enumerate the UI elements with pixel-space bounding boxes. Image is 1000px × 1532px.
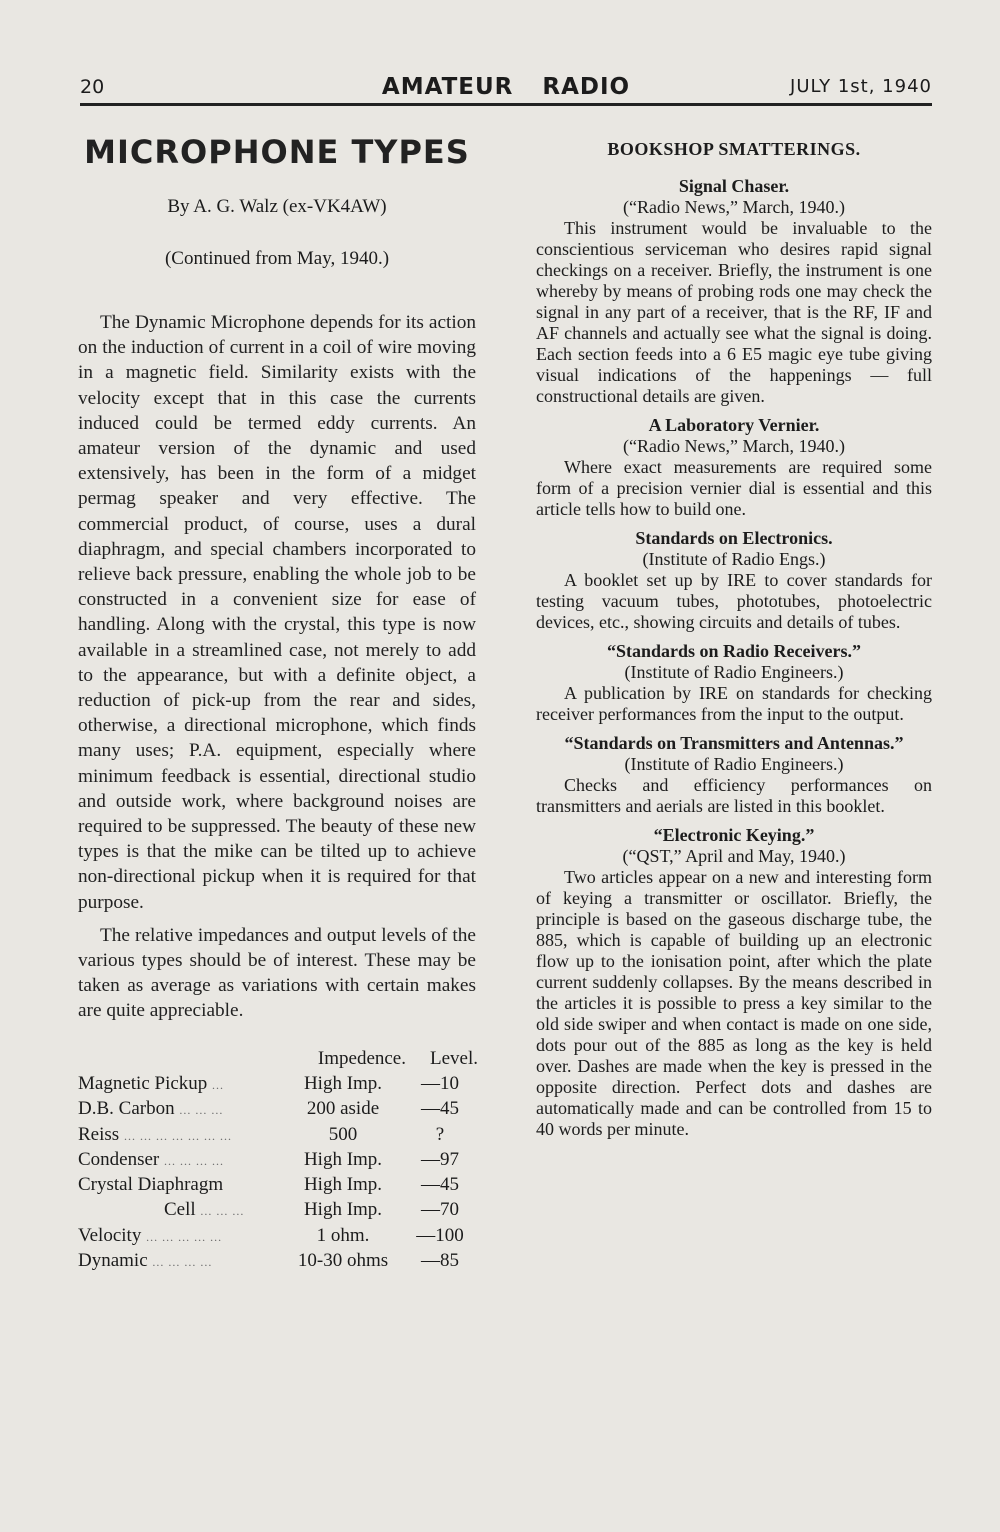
bookshop-column <box>536 138 932 1148</box>
book-title: Signal Chaser. <box>678 176 790 196</box>
row-level: —97 <box>421 1148 459 1170</box>
row-impedence: 1 ohm. <box>316 1224 370 1246</box>
table-row <box>78 1147 476 1172</box>
book-title: “Standards on Radio Receivers.” <box>606 641 861 661</box>
continued-note: (Continued from May, 1940.) <box>164 248 390 269</box>
row-type: Cell ... ... ... <box>164 1199 245 1221</box>
row-level: —45 <box>421 1098 459 1120</box>
row-type: Condenser ... ... ... ... <box>78 1148 225 1170</box>
row-level: —85 <box>421 1250 459 1272</box>
col-header-level: Level. <box>429 1047 478 1069</box>
row-level: —70 <box>421 1199 459 1221</box>
row-impedence: 10-30 ohms <box>297 1250 389 1272</box>
table-header <box>78 1046 476 1071</box>
row-impedence: 500 <box>328 1123 358 1145</box>
article-paragraph: The Dynamic Microphone depends for its action on the induction of current in a coil of wire moving in a magnetic field. Similarity exists with the velocity except that in this case the currents induced could be termed eddy currents. An amateur version of the dynamic and used extensively, has been in the form of a midget permag speaker and very effective. The commercial product, of course, uses a dural diaphragm, and special chambers incorporated to relieve back pressure, enabling the whole job to be constructed in a convenient size for ease of handling. Along with the crystal, this type is now available in a streamlined case, not merely to add to the appearance, but with a definite object, a reduction of pick-up from the rear and sides, otherwise, a directional microphone, which finds many uses; P.A. equipment, especially where minimum feedback is essential, directional studio and outside work, where background noises are required to be suppressed. The beauty of these new types is that the mike can be tilted up to achieve non-directional pickup when it is required for that purpose. <box>78 312 476 913</box>
article-paragraph: The relative impedances and output levels of the various types should be of interest. These may be taken as average as variations with certain makes are quite appreciable. <box>78 924 476 1022</box>
article-column <box>78 130 476 1273</box>
table-row <box>78 1172 476 1197</box>
row-impedence: High Imp. <box>303 1072 383 1094</box>
book-source: (Institute of Radio Engs.) <box>642 549 826 569</box>
row-type: Dynamic ... ... ... ... <box>78 1250 213 1272</box>
row-type: Reiss ... ... ... ... ... ... ... <box>78 1123 232 1145</box>
book-item <box>536 415 932 520</box>
table-row <box>78 1071 476 1096</box>
row-impedence: 200 aside <box>306 1098 380 1120</box>
row-type: D.B. Carbon ... ... ... <box>78 1098 224 1120</box>
book-source: (Institute of Radio Engineers.) <box>624 662 844 682</box>
col-header-impedence: Impedence. <box>317 1047 406 1069</box>
book-description: A booklet set up by IRE to cover standards for testing vacuum tubes, phototubes, photoelectric devices, etc., showing circuits and details of tubes. <box>536 570 932 632</box>
book-item <box>536 528 932 633</box>
article-title: MICROPHONE TYPES <box>84 133 470 171</box>
book-description: Checks and efficiency performances on transmitters and aerials are listed in this booklet. <box>536 775 932 816</box>
row-level: —45 <box>421 1174 459 1196</box>
row-level: —10 <box>421 1072 459 1094</box>
row-level: —100 <box>416 1224 464 1246</box>
book-description: Where exact measurements are required some form of a precision vernier dial is essential and this article tells how to build one. <box>536 457 932 519</box>
row-type: Magnetic Pickup ... <box>78 1072 225 1094</box>
book-source: (Institute of Radio Engineers.) <box>624 754 844 774</box>
page-number: 20 <box>80 76 105 98</box>
page-header <box>80 74 932 104</box>
table-row <box>78 1248 476 1273</box>
row-type: Velocity ... ... ... ... ... <box>78 1224 223 1246</box>
issue-date: JULY 1st, 1940 <box>790 76 932 97</box>
magazine-title: AMATEUR RADIO <box>381 74 631 100</box>
row-impedence: High Imp. <box>303 1199 383 1221</box>
book-title: A Laboratory Vernier. <box>648 415 820 435</box>
table-row <box>78 1096 476 1121</box>
header-rule <box>80 103 932 106</box>
book-item <box>536 825 932 1140</box>
row-impedence: High Imp. <box>303 1174 383 1196</box>
book-source: (“Radio News,” March, 1940.) <box>623 436 845 456</box>
book-description: This instrument would be invaluable to the conscientious serviceman who desires rapid signal checkings on a receiver. Briefly, the instrument is one whereby by means of probing rods one may check the signal in any part of a receiver, that is the RF, IF and AF channels and actually see what the signal is doing. Each section feeds into a 6 E5 magic eye tube giving visual indications of the happenings — full constructional details are given. <box>536 218 932 406</box>
book-description: Two articles appear on a new and interesting form of keying a transmitter or oscillator. Briefly, the principle is based on the gaseous discharge tube, the 885, which is capable of building up an electronic flow up to the ionisation point, after which the plate current suddenly collapses. By the means described in the articles it is possible to press a key similar to the old side swiper and when contact is made on one side, dots pour out of the 885 as long as the key is held over. Dashes are made when the key is pressed in the opposite direction. Perfect dots and dashes are automatically made and can be controlled from 15 to 40 words per minute. <box>536 867 932 1139</box>
table-row <box>78 1122 476 1147</box>
book-description: A publication by IRE on standards for checking receiver performances from the input to the output. <box>536 683 932 724</box>
row-type: Crystal Diaphragm <box>78 1174 224 1196</box>
book-source: (“QST,” April and May, 1940.) <box>622 846 846 866</box>
table-row <box>78 1223 476 1248</box>
book-source: (“Radio News,” March, 1940.) <box>623 197 845 217</box>
row-impedence: High Imp. <box>303 1148 383 1170</box>
bookshop-heading: BOOKSHOP SMATTERINGS. <box>607 139 861 159</box>
table-row <box>78 1197 476 1222</box>
article-byline: By A. G. Walz (ex-VK4AW) <box>167 196 387 217</box>
book-item <box>536 176 932 407</box>
book-title: “Standards on Transmitters and Antennas.” <box>564 733 904 753</box>
row-level: ? <box>435 1123 445 1145</box>
book-title: “Electronic Keying.” <box>653 825 815 845</box>
impedance-table <box>78 1046 476 1274</box>
book-item <box>536 641 932 725</box>
book-item <box>536 733 932 817</box>
book-title: Standards on Electronics. <box>635 528 833 548</box>
